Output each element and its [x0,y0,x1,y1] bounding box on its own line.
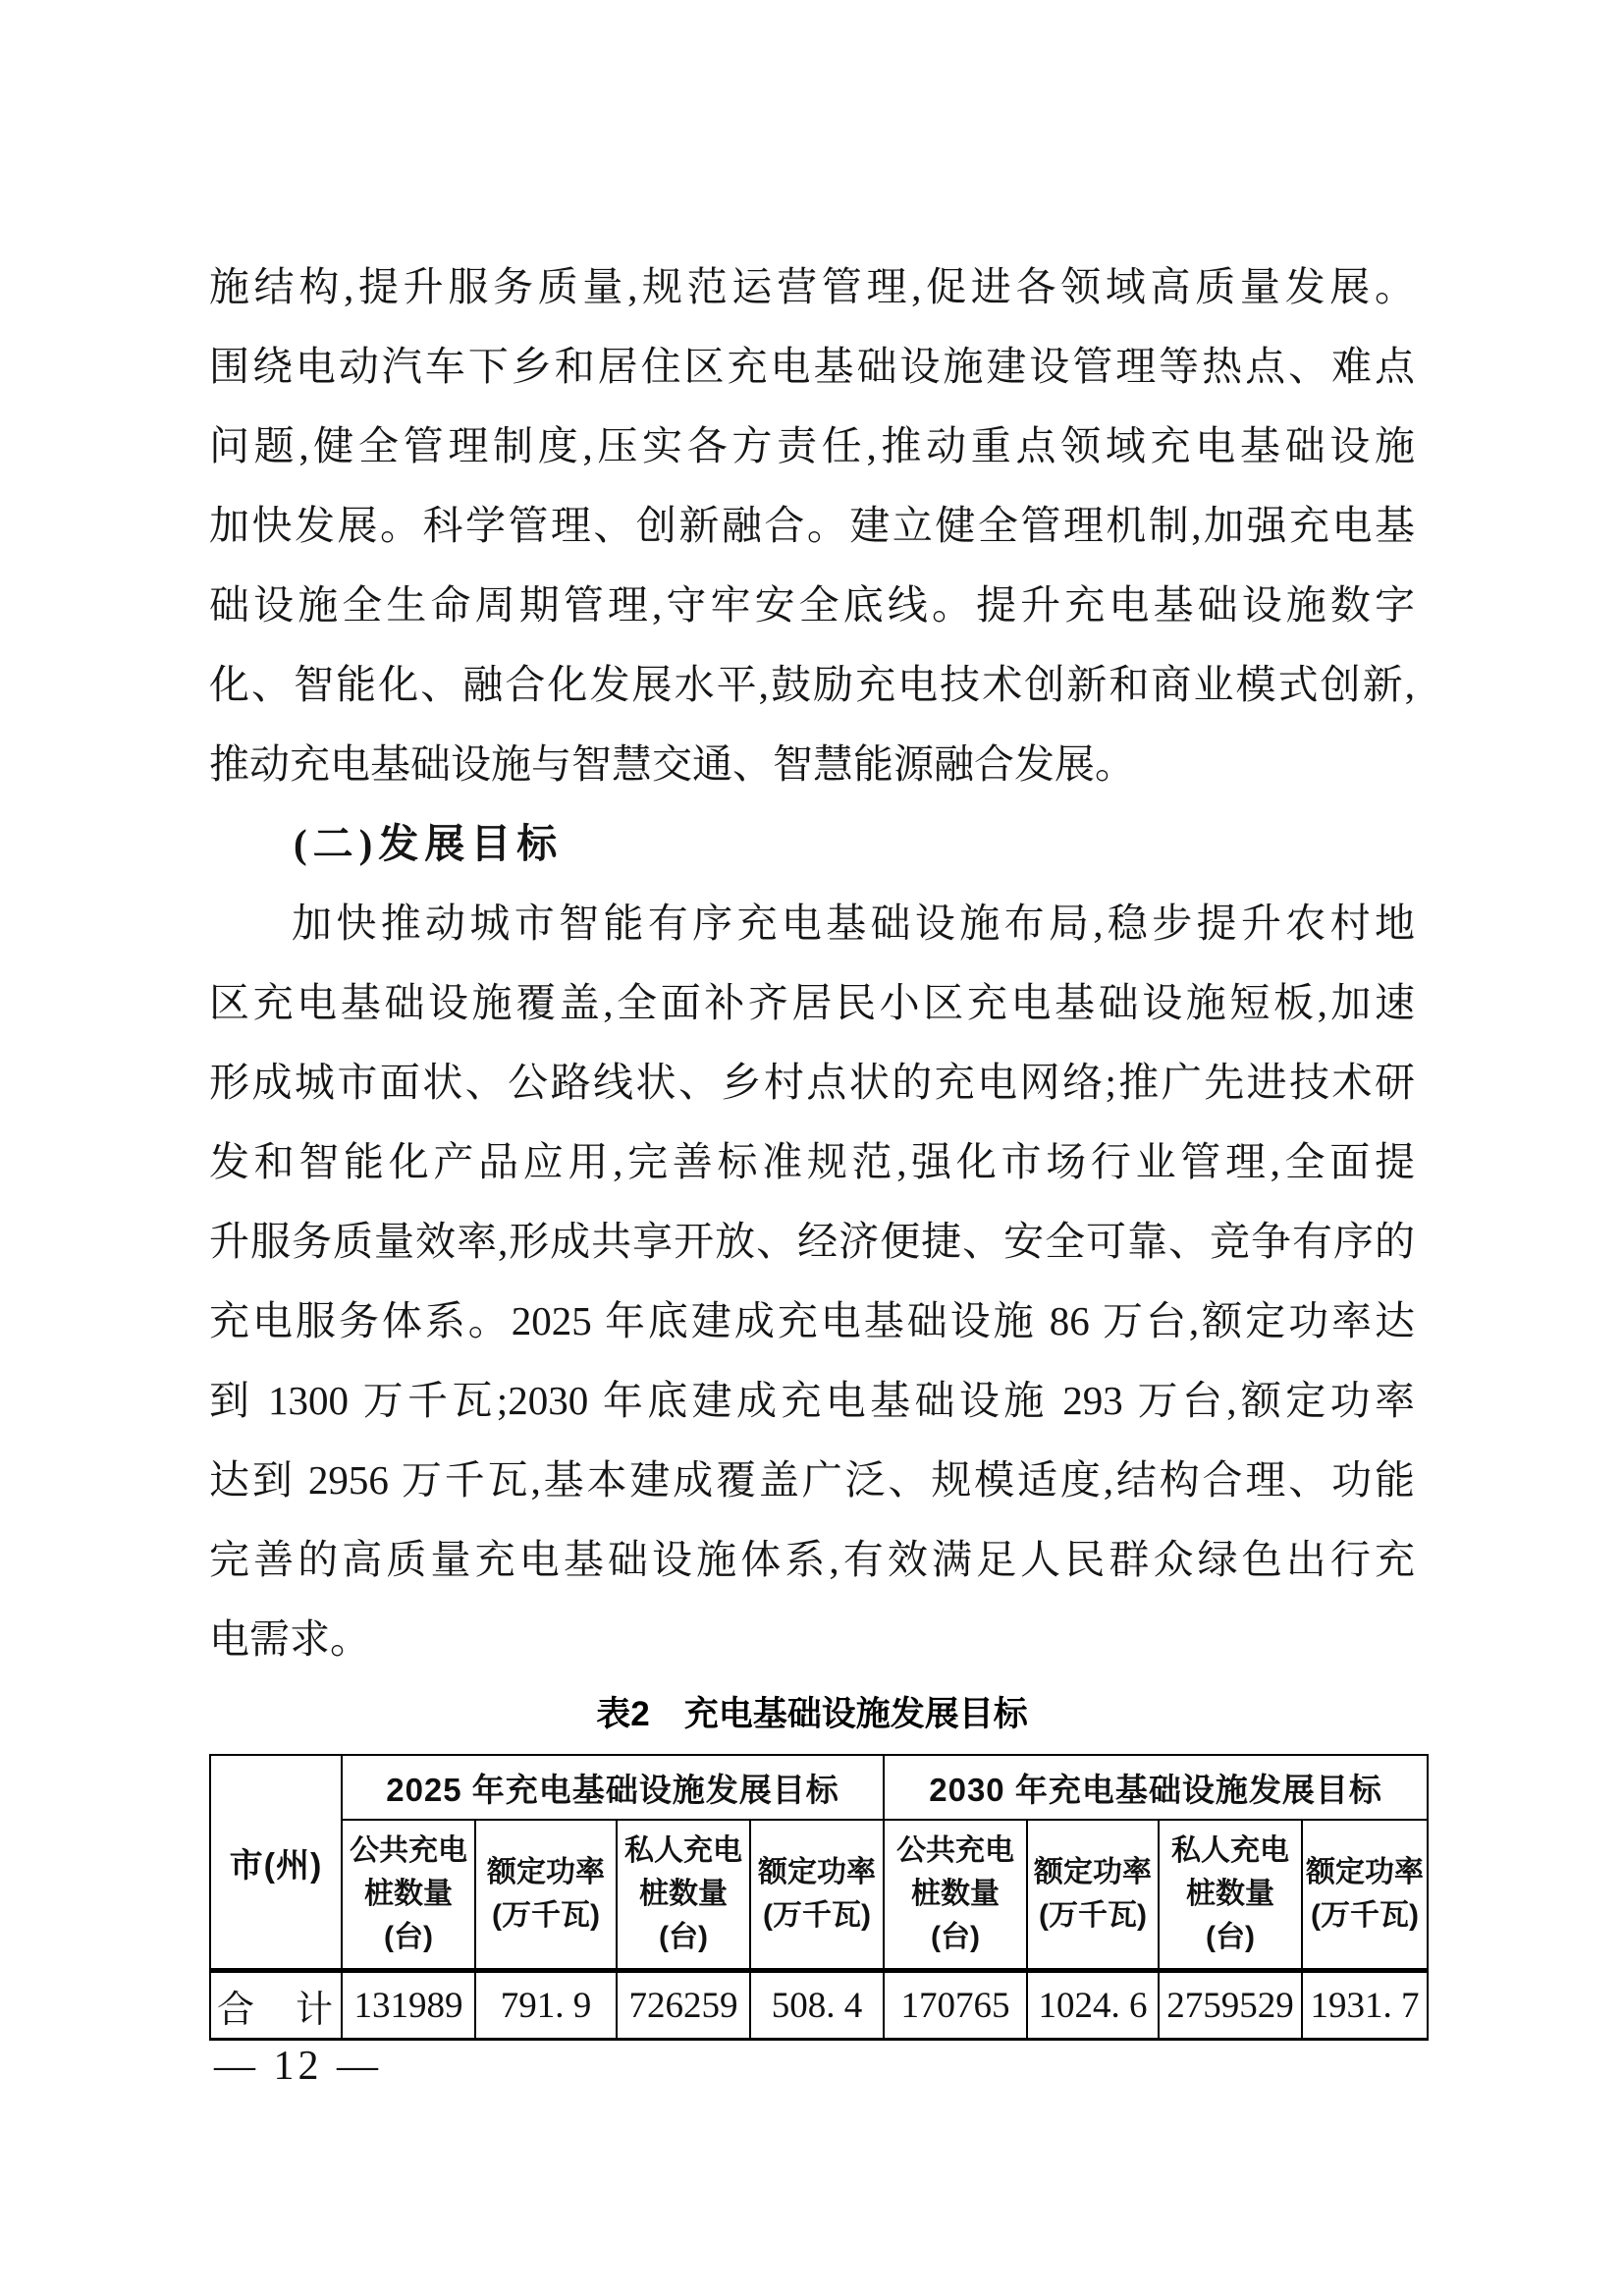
column-header-line: 桩数量 [911,1878,1001,1910]
total-row-label: 合 计 [210,1971,342,2040]
column-header-line: (台) [659,1921,708,1953]
total-value: 131989 [342,1971,475,2040]
body-line: 推动充电基础设施与智慧交通、智慧能源融合发展。 [209,741,1135,787]
column-header-line: 公共充电 [896,1834,1015,1867]
column-header [617,1820,750,1971]
column-header-line: (万千瓦) [492,1899,600,1932]
column-header-line: (万千瓦) [763,1899,871,1932]
column-header [342,1820,475,1971]
group-header-2025: 2025 年充电基础设施发展目标 [342,1755,884,1820]
body-line: 充电服务体系。2025 年底建成充电基础设施 86 万台,额定功率达 [209,1298,1415,1343]
column-header-line: 额定功率 [758,1856,877,1888]
column-header-line: (台) [1206,1921,1256,1953]
column-header-line: 桩数量 [364,1878,453,1910]
body-line: 发和智能化产品应用,完善标准规范,强化市场行业管理,全面提 [209,1139,1415,1184]
page-number: — 12 — [214,2044,382,2089]
column-header [1027,1820,1159,1971]
body-line: 问题,健全管理制度,压实各方责任,推动重点领域充电基础设施 [209,423,1415,468]
body-line: 施结构,提升服务质量,规范运营管理,促进各领域高质量发展。 [209,264,1415,309]
body-line: 电需求。 [209,1616,370,1662]
total-value: 1024. 6 [1027,1971,1159,2040]
table-row-total [210,1971,1428,2040]
group-header-2030: 2030 年充电基础设施发展目标 [884,1755,1428,1820]
body-line: 围绕电动汽车下乡和居住区充电基础设施建设管理等热点、难点 [209,344,1415,389]
column-header-line: 桩数量 [639,1878,728,1910]
column-header-line: 额定功率 [1306,1856,1425,1888]
section-heading: (二)发展目标 [294,821,564,866]
column-header-line: 额定功率 [1034,1856,1153,1888]
body-line: 加快推动城市智能有序充电基础设施布局,稳步提升农村地 [292,901,1415,946]
column-header-line: 公共充电 [350,1834,467,1867]
column-header-line: 私人充电 [1171,1834,1290,1867]
body-line: 达到 2956 万千瓦,基本建成覆盖广泛、规模适度,结构合理、功能 [209,1457,1415,1503]
column-header-line: (台) [384,1921,433,1953]
body-line: 升服务质量效率,形成共享开放、经济便捷、安全可靠、竞争有序的 [209,1219,1415,1264]
body-line: 形成城市面状、公路线状、乡村点状的充电网络;推广先进技术研 [209,1060,1415,1105]
total-value: 170765 [884,1971,1027,2040]
body-line: 加快发展。科学管理、创新融合。建立健全管理机制,加强充电基 [209,503,1415,548]
column-header-line: 额定功率 [487,1856,605,1888]
targets-table [209,1754,1429,2041]
total-value: 2759529 [1159,1971,1302,2040]
corner-header: 市(州) [210,1755,342,1971]
body-text [209,247,1415,1679]
column-header-line: (万千瓦) [1039,1899,1148,1932]
column-header-line: (万千瓦) [1311,1899,1420,1932]
total-value: 1931. 7 [1302,1971,1428,2040]
body-line: 化、智能化、融合化发展水平,鼓励充电技术创新和商业模式创新, [209,662,1415,707]
body-line: 础设施全生命周期管理,守牢安全底线。提升充电基础设施数字 [209,582,1415,628]
body-line: 区充电基础设施覆盖,全面补齐居民小区充电基础设施短板,加速 [209,980,1415,1025]
column-header-line: 私人充电 [624,1834,742,1867]
body-line: 到 1300 万千瓦;2030 年底建成充电基础设施 293 万台,额定功率 [209,1378,1415,1423]
column-header [884,1820,1027,1971]
column-header [1159,1820,1302,1971]
column-header-line: (台) [931,1921,981,1953]
column-header [750,1820,884,1971]
column-header [1302,1820,1428,1971]
table-caption: 表2 充电基础设施发展目标 [596,1695,1028,1733]
total-value: 726259 [617,1971,750,2040]
column-header [475,1820,617,1971]
total-value: 791. 9 [475,1971,617,2040]
total-value: 508. 4 [750,1971,884,2040]
body-line: 完善的高质量充电基础设施体系,有效满足人民群众绿色出行充 [209,1537,1415,1582]
column-header-line: 桩数量 [1186,1878,1275,1910]
